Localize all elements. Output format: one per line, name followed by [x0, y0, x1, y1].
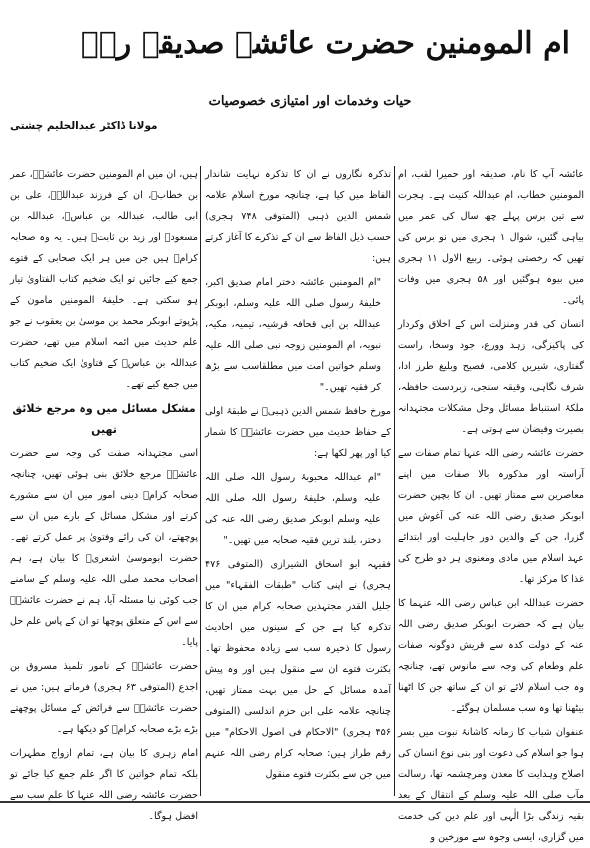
column-right: [398, 164, 585, 843]
column-left: [10, 164, 198, 822]
section-heading: مشکل مسائل میں وہ مرجع خلائق تھیں: [12, 402, 196, 436]
quotation: "ام المومنین عائشہ دختر امام صدیق اکبر، خلیفۂ رسول صلی اللہ علیہ وسلم، ابوبکر عبداللہ بن ابی قحافہ قرشیہ، تیمیہ، مکیہ، نبویہ، ام المومنین زوجہ نبی صلی اللہ علیہ وسلم خواتین امت میں مطلقاسب سے بڑھ کر فقیہ تھیں۔": [205, 277, 381, 393]
article-subtitle: حیات وخدمات اور امتیازی خصوصیات: [208, 94, 412, 109]
paragraph: امام زہری کا بیان ہے، تمام ازواج مطہرات بلکہ تمام خواتین کا اگر علم جمع کیا جائے تو حضرت عائشہ رضی اللہ عنہا کا علم سب سے افضل ہوگا۔: [10, 748, 198, 822]
paragraph: حضرت عائشہ رضی اللہ عنہا تمام صفات سے آراستہ اور مذکورہ بالا صفات میں اپنے معاصرین سے ممتاز تھیں۔ ان کا بچپن حضرت ابوبکر صدیق رضی اللہ عنہ کی آغوش میں گزرا، جن کے والدین دور جاہلیت اور ابتدائے عہد اسلام میں مادی ومعنوی ہر دو طرح کی غذا کا مرکز تھا۔: [398, 448, 584, 585]
paragraph: اسی مجتہدانہ صفت کی وجہ سے حضرت عائشہؓ مرجع خلائق بنی ہوئی تھیں، چنانچہ صحابہ کرامؓ دینی امور میں ان سے مشورے کرتے اور مشکل مسائل کے بارے میں ان سے پوچھتے، ان کی رائے وفتویٰ پر عمل کرتے تھے۔ حضرت ابوموسیٰ اشعریؓ کا بیان ہے، ہم اصحاب محمد صلی اللہ علیہ وسلم کے سامنے جب کوئی نیا مسئلہ آیا، ہم نے حضرت عائشہؓ سے اس کے متعلق پوچھا تو ان کے پاس علم حل پایا۔: [10, 448, 198, 648]
column-divider: [394, 166, 395, 796]
paragraph: انسان کی قدر ومنزلت اس کے اخلاق وکردار کی پاکیزگی، زہد وورع، جود وسخا، راست گفتاری، شیریں کلامی، فصیح وبلیغ طرز ادا، شرف نگاہی، وقیقہ سنجی، زبردست حافظہ، ملکۂ استنباط مسائل وحل مشکلات مجتہدانہ بصیرت وفیضان سے ہوتی ہے۔: [398, 319, 584, 435]
paragraph: حضرت عائشہؓ کے نامور تلمیذ مسروق بن اجدع (المتوفی ۶۳ ہجری) فرماتے ہیں: میں نے حضرت عائشہؓ سے فرائض کے مسائل پوچھتے بڑے بڑے صحابہ کرامؓ کو دیکھا ہے۔: [10, 661, 198, 735]
paragraph: عنفوان شباب کا زمانہ کاشانۂ نبوت میں بسر ہوا جو اسلام کی دعوت اور بنی نوع انسان کی اصلاح وہدایت کا معدن ومرچشمہ تھا، رسالت مآب صلی اللہ علیہ وسلم کے انتقال کے بعد بقیہ زندگی بڑا الٰہی اور علم دین کی خدمت میں گزاری، ایسی وجوہ سے مورخین و: [398, 727, 584, 843]
paragraph: تذکرہ نگاروں نے ان کا تذکرہ نہایت شاندار الفاظ میں کیا ہے، چنانچہ مورخ اسلام علامہ شمس الدین ذہبی (المتوفی ۷۴۸ ہجری) حسب ذیل الفاظ سے ان کے تذکرے کا آغاز کرتے ہیں:: [205, 169, 391, 264]
paragraph: حضرت عبداللہ ابن عباس رضی اللہ عنہما کا بیان ہے کہ حضرت ابوبکر صدیق رضی اللہ عنہ کے دولت کدہ سے قریش دوگونہ صفات علم وطعام کی وجہ سے مانوس تھے، چنانچہ وہ جب اسلام لائے تو ان کے ساتھ جن کا اٹھنا بیٹھنا تھا وہ سب مسلمان ہوگئے۔: [398, 598, 584, 714]
quotation: "ام عبداللہ محبوبۂ رسول اللہ صلی اللہ علیہ وسلم، خلیفۂ رسول اللہ صلی اللہ علیہ وسلم ابوبکر صدیق رضی اللہ عنہ کی دختر، بلند ترین فقیہ صحابہ میں تھیں۔": [205, 472, 381, 546]
author-byline: مولانا ڈاکٹر عبدالحلیم چشتی: [10, 120, 158, 132]
paragraph: مورخ حافظ شمس الدین ذہبیؒ نے طبقۂ اولی کے حفاظ حدیث میں حضرت عائشہؓ کا شمار کیا اور پھر لکھا ہے:: [205, 406, 391, 459]
column-divider: [200, 166, 201, 796]
column-middle: [205, 164, 391, 800]
paragraph: عائشہ آپ کا نام، صدیقہ اور حمیرا لقب، ام المومنین خطاب، ام عبداللہ کنیت ہے۔ ہجرت سے تین برس پہلے چھ سال کی عمر میں بیاہی گئیں، شوال ۱ ہجری میں نو برس کی تھیں کہ رخصتی ہوئی۔ ربیع الاول ۱۱ ہجری میں بیوہ ہوگئیں اور ۵۸ ہجری میں وفات پائی۔: [398, 169, 585, 306]
paragraph: فقیہہ ابو اسحاق الشیرازی (المتوفی ۴۷۶ ہجری) نے اپنی کتاب "طبقات الفقہاء" میں جلیل القدر مجتہدین صحابہ کرام میں ان کا تذکرہ کیا ہے جن کے سینوں میں احادیث رسول کا ذخیرہ سب سے زیادہ محفوظ تھا۔ بکثرت فتوے ان سے منقول ہیں اور وہ پیش آمدہ مسائل کے حل میں بہت ممتاز تھیں، چنانچہ علامہ علی ابن حزم اندلسی (المتوفی ۴۵۶ ہجری) "الاحکام فی اصول الاحکام" میں رقم طراز ہیں: صحابہ کرام رضی اللہ عنہم میں جن سے بکثرت فتوے منقول: [205, 559, 391, 780]
article-title: ام المومنین حضرت عائشہ صدیقہ رضؓ: [80, 26, 570, 61]
bottom-rule: [0, 801, 590, 803]
paragraph: ہیں، ان میں ام المومنین حضرت عائشہؓ، عمر بن خطابؓ، ان کے فرزند عبداللہؓ، علی بن ابی طالب، عبداللہ بن عباسؓ، عبداللہ بن مسعودؓ اور زید بن ثابتؓ ہیں۔ یہ وہ صحابہ کرامؓ ہیں جن میں ہر ایک صحابی کے فتوے جمع کیے جائیں تو ایک ضخیم کتاب الفتاویٰ تیار ہو سکتی ہے۔ خلیفۂ المومنین مامون کے پڑپوتے ابوبکر محمد بن موسیٰ بن یعقوب نے جو علم حدیث میں ائمہ اسلام میں تھے، حضرت عبداللہ بن عباسؓ کے فتاویٰ ایک ضخیم کتاب میں جمع کیے تھے۔: [10, 169, 198, 390]
